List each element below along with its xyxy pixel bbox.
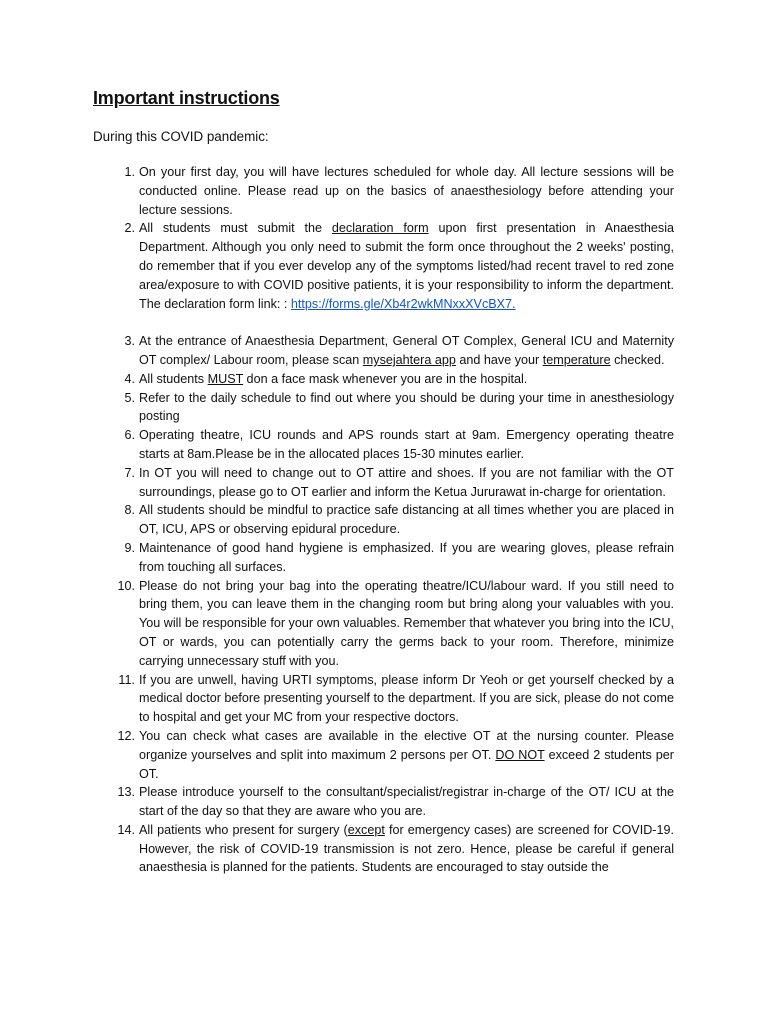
underlined-text: DO NOT xyxy=(495,747,545,762)
item-text: You can check what cases are available in the elective OT at the nursing counter. Please organize yourselves and split into maximum 2 persons per OT. xyxy=(139,728,674,762)
item-text: upon first presentation in Anaesthesia Department. Although you only need to submit the form once throughout the 2 weeks' posting, do remember that if you ever develop any of the symptoms listed/had recent travel to red zone area/exposure to with COVID positive patients, it is your responsibility to inform the department. The declaration form link: : xyxy=(139,221,675,311)
list-item xyxy=(124,539,674,577)
item-text: exceed 2 students per OT. xyxy=(139,747,674,781)
item-number: 8. xyxy=(124,503,135,518)
item-text: On your first day, you will have lectures scheduled for whole day. All lecture sessions will be conducted online. Please read up on the basics of anaesthesiology before attending your lecture sessions. xyxy=(139,165,674,217)
item-number: 13. xyxy=(117,785,135,800)
item-number: 1. xyxy=(124,165,135,179)
list-item xyxy=(124,501,674,539)
underlined-text: mysejahtera app xyxy=(362,352,456,367)
item-text: All patients who present for surgery ( xyxy=(139,822,348,837)
item-text: Please introduce yourself to the consultant/specialist/registrar in-charge of the OT/ ICU at the start of the day so that they are aware who you are. xyxy=(139,785,674,819)
underlined-text: except xyxy=(347,822,385,837)
instruction-list xyxy=(117,163,675,877)
item-text: All students should be mindful to practice safe distancing at all times whether you are placed in OT, ICU, APS or observing epidural procedure. xyxy=(139,503,674,537)
item-text: and have your xyxy=(455,352,543,367)
list-item xyxy=(124,464,674,502)
list-item xyxy=(124,332,674,370)
item-number: 12. xyxy=(117,728,135,743)
item-number: 5. xyxy=(124,390,135,405)
list-item xyxy=(117,821,674,877)
item-number: 14. xyxy=(117,822,135,837)
list-item xyxy=(124,370,674,389)
item-text: for emergency cases) are screened for COVID-19. However, the risk of COVID-19 transmission is not zero. Hence, please be careful if general anaesthesia is planned for the patients. Students are encouraged to stay outside the xyxy=(139,822,674,875)
item-text: All students must submit the xyxy=(139,221,332,236)
item-number: 4. xyxy=(124,371,135,386)
intro-text: During this COVID pandemic: xyxy=(93,129,269,144)
item-number: 6. xyxy=(124,428,135,443)
underlined-text: MUST xyxy=(207,371,244,386)
item-text: don a face mask whenever you are in the hospital. xyxy=(243,371,528,386)
declaration-form-text: declaration form xyxy=(331,221,429,236)
list-item xyxy=(118,671,674,727)
declaration-form-link[interactable]: https://forms.gle/Xb4r2wkMNxxXVcBX7. xyxy=(290,296,516,311)
list-item xyxy=(124,426,674,464)
item-number: 3. xyxy=(124,334,135,349)
item-number: 7. xyxy=(124,465,135,480)
item-number: 9. xyxy=(124,540,135,555)
item-number: 2. xyxy=(124,221,135,236)
item-text: At the entrance of Anaesthesia Department, General OT Complex, General ICU and Maternity OT complex/ Labour room, please scan xyxy=(139,334,674,367)
item-text: In OT you will need to change out to OT attire and shoes. If you are not familiar with the OT surroundings, please go to OT earlier and inform the Ketua Jururawat in-charge for orientation. xyxy=(139,465,674,499)
page-title: Important instructions xyxy=(93,88,280,108)
list-item xyxy=(124,219,675,313)
item-text: Please do not bring your bag into the operating theatre/ICU/labour ward. If you still need to bring them, you can leave them in the changing room but bring along your valuables with you. You will be responsible for your own valuables. Remember that whatever you bring into the ICU, OT or wards, you can potentially carry the germs back to your room. Therefore, minimize carrying unnecessary stuff with you. xyxy=(139,578,674,668)
item-text: All students xyxy=(139,371,208,386)
underlined-text: temperature xyxy=(542,352,611,367)
item-text: Maintenance of good hand hygiene is emphasized. If you are wearing gloves, please refrain from touching all surfaces. xyxy=(139,540,674,574)
list-item xyxy=(124,163,674,219)
item-text: If you are unwell, having URTI symptoms, please inform Dr Yeoh or get yourself checked by a medical doctor before presenting yourself to the department. If you are sick, please do not come to hospital and get your MC from your respective doctors. xyxy=(139,672,674,725)
item-text: Operating theatre, ICU rounds and APS rounds start at 9am. Emergency operating theatre starts at 8am.Please be in the allocated places 15-30 minutes earlier. xyxy=(139,428,674,461)
item-number: 11. xyxy=(118,672,135,687)
item-text: checked. xyxy=(610,352,665,367)
item-text: Refer to the daily schedule to find out where you should be during your time in anesthesiology posting xyxy=(139,390,674,424)
list-item xyxy=(117,727,674,783)
list-item xyxy=(117,577,674,671)
item-number: 10. xyxy=(117,578,135,593)
list-item xyxy=(124,389,674,427)
list-item xyxy=(117,783,674,821)
